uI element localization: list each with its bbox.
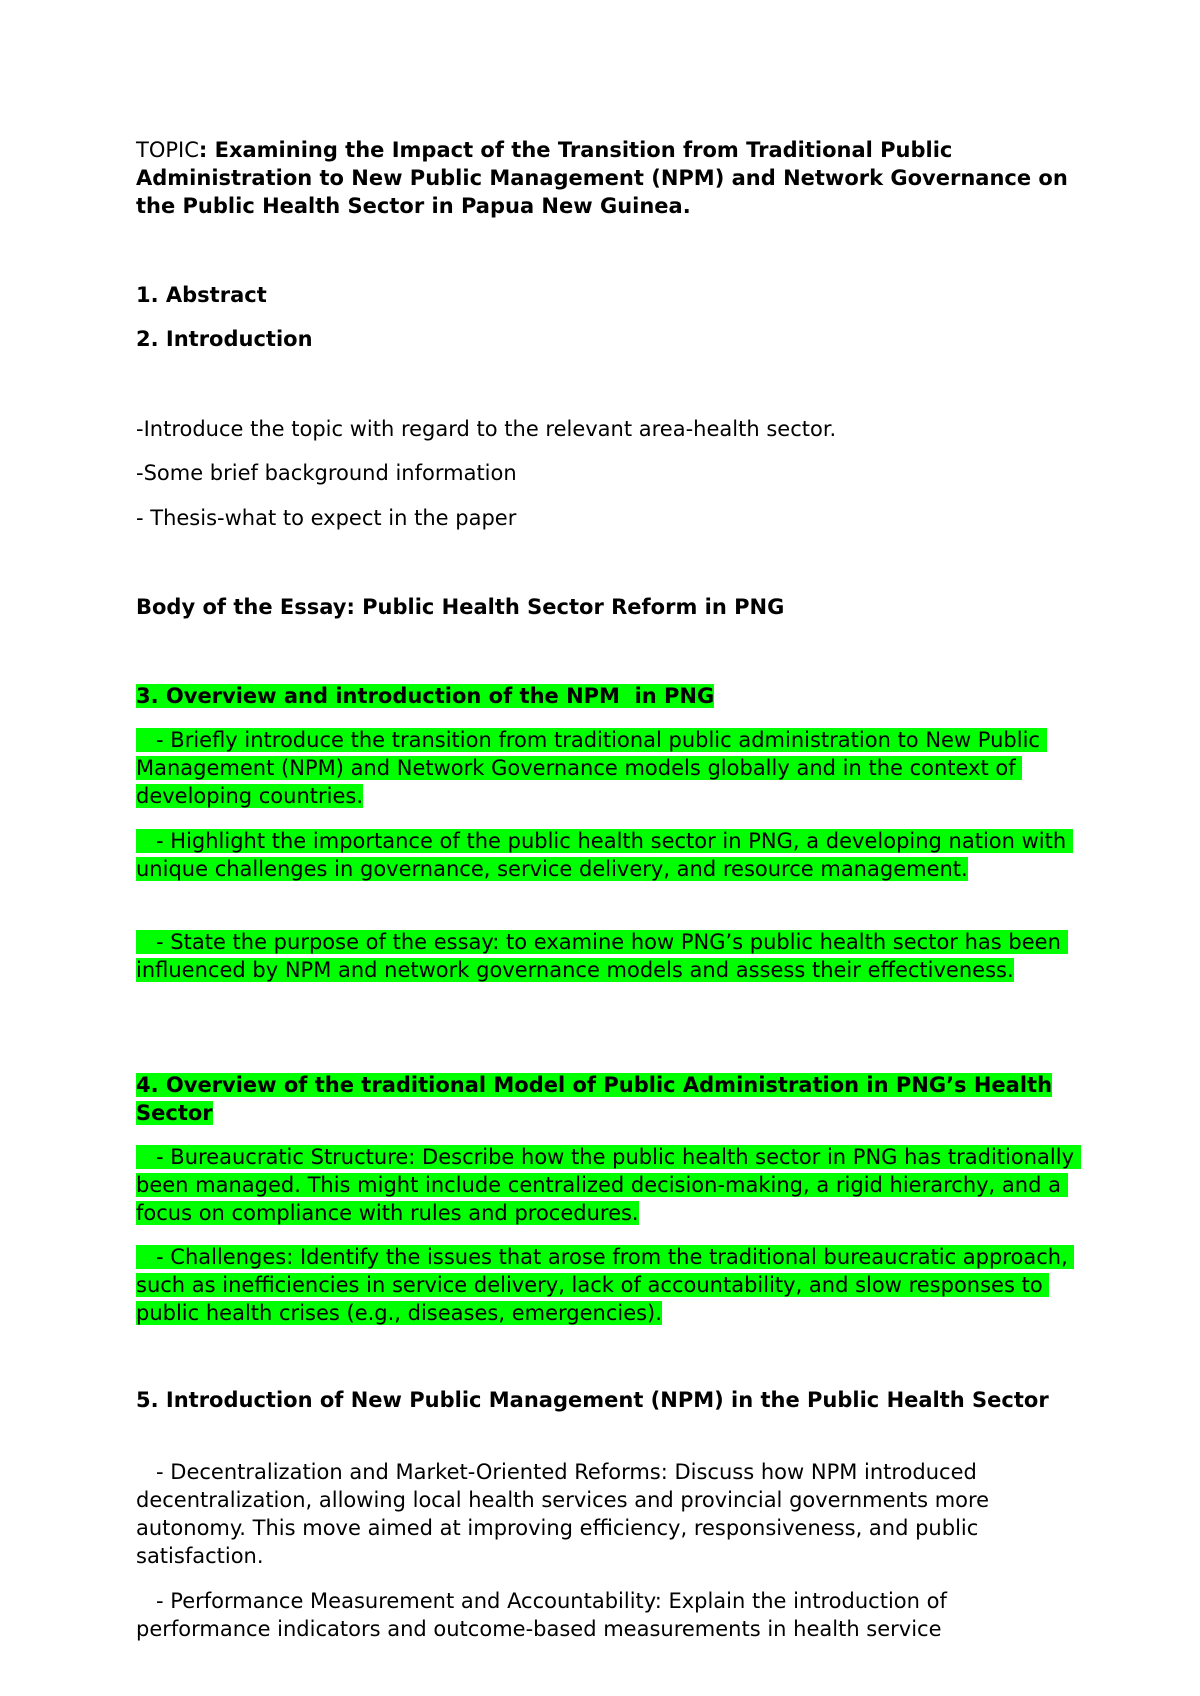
intro-point: -Introduce the topic with regard to the relevant area-health sector.: [136, 417, 837, 441]
section-5-point: - Decentralization and Market-Oriented Reforms: Discuss how NPM introduced decentralization, allowing local health services and provincial governments more autonomy. This move aimed at improving efficiency, responsiveness, and public satisfaction.: [136, 1460, 996, 1568]
topic-label: TOPIC: [136, 138, 199, 162]
section-3-heading: [136, 682, 1076, 710]
intro-point: -Some brief background information: [136, 461, 517, 485]
outline-introduction: 2. Introduction: [136, 327, 313, 351]
intro-point: - Thesis-what to expect in the paper: [136, 506, 517, 530]
section-5-point: - Performance Measurement and Accountability: Explain the introduction of performance indicators and outcome-based measurements in health service: [136, 1589, 954, 1641]
section-4-point-text: - Bureaucratic Structure: Describe how the public health sector in PNG has traditionally been managed. This might include centralized decision-making, a rigid hierarchy, and a focus on compliance with rules and procedures.: [136, 1145, 1081, 1225]
section-3-point: [136, 827, 1076, 883]
section-4-point: [136, 1143, 1081, 1227]
section-5-heading: 5. Introduction of New Public Management (NPM) in the Public Health Sector: [136, 1388, 1049, 1412]
body-heading: Body of the Essay: Public Health Sector Reform in PNG: [136, 595, 785, 619]
section-3-heading-text: 3. Overview and introduction of the NPM in PNG: [136, 684, 715, 708]
section-3-point: [136, 726, 1076, 810]
outline-abstract: 1. Abstract: [136, 283, 267, 307]
section-3-point-text: - Briefly introduce the transition from traditional public administration to New Public Management (NPM) and Network Governance models globally and in the context of developing countries.: [136, 728, 1047, 808]
section-3-point-text: - State the purpose of the essay: to examine how PNG’s public health sector has been influenced by NPM and network governance models and assess their effectiveness.: [136, 930, 1068, 982]
section-3-point: [136, 928, 1076, 984]
section-4-point: [136, 1243, 1076, 1327]
section-4-heading-text: 4. Overview of the traditional Model of Public Administration in PNG’s Health Sector: [136, 1073, 1053, 1125]
section-4-heading: [136, 1071, 1076, 1127]
topic-title: [136, 136, 1076, 220]
topic-text: : Examining the Impact of the Transition from Traditional Public Administration to New Public Management (NPM) and Network Governance on the Public Health Sector in Papua New Guinea.: [136, 138, 1068, 218]
section-3-point-text: - Highlight the importance of the public health sector in PNG, a developing nation with unique challenges in governance, service delivery, and resource management.: [136, 829, 1073, 881]
section-4-point-text: - Challenges: Identify the issues that arose from the traditional bureaucratic approach, such as inefficiencies in service delivery, lack of accountability, and slow responses to public health crises (e.g., diseases, emergencies).: [136, 1245, 1075, 1325]
